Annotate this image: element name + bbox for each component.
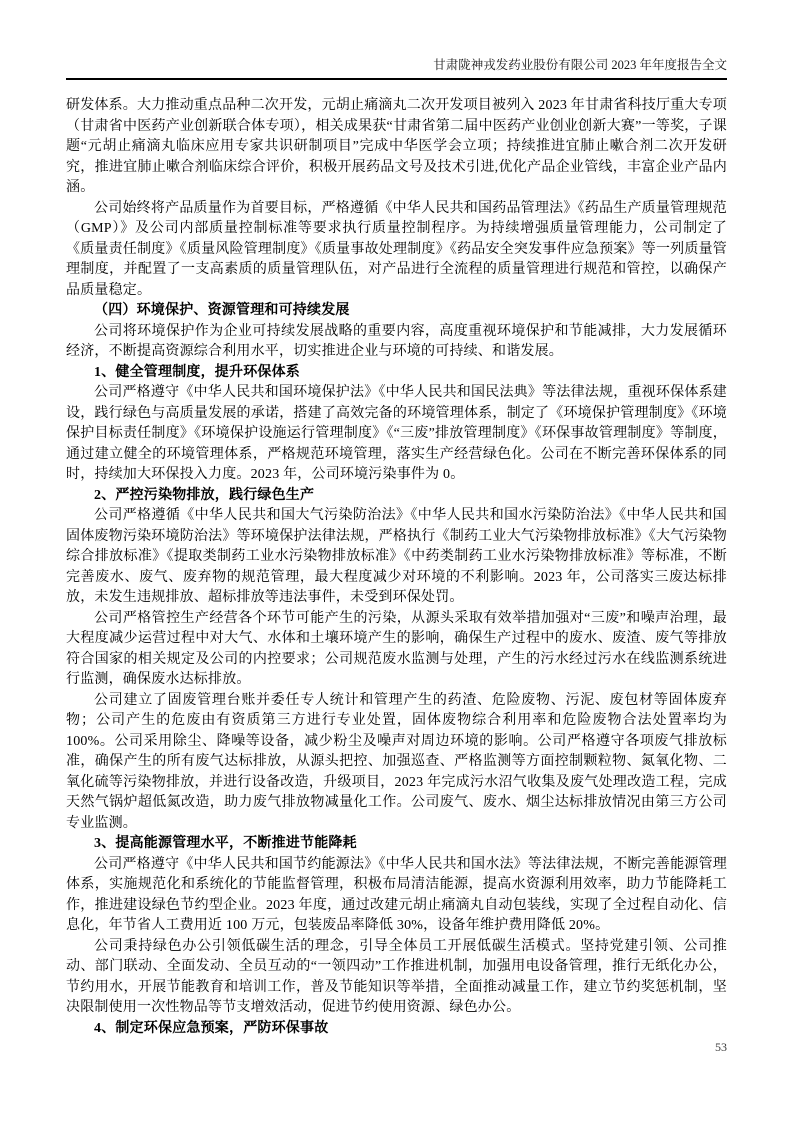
section-heading: 2、严控污染物排放，践行绿色生产: [94, 487, 315, 503]
page-number: 53: [715, 1040, 727, 1054]
document-body: [66, 96, 727, 1039]
paragraph: 公司始终将产品质量作为首要目标，严格遵循《中华人民共和国药品管理法》《药品生产质量管理规范（GMP）》及公司内部质量控制标准等要求执行质量控制程序。为持续增强质量管理能力，公司制定了《质量责任制度》《质量风险管理制度》《质量事故处理制度》《药品安全突发事件应急预案》等一列质量管理制度，并配置了一支高素质的质量管理队伍，对产品进行全流程的质量管理进行规范和管控，以确保产品质量稳定。: [66, 200, 727, 298]
report-header-title: 甘肃陇神戎发药业股份有限公司 2023 年年度报告全文: [433, 58, 727, 72]
paragraph: 研发体系。大力推动重点品种二次开发，元胡止痛滴丸二次开发项目被列入 2023 年甘肃省科技厅重大专项（甘肃省中医药产业创新联合体专项），相关成果获“甘肃省第二届中医药产业创业创新大赛”一等奖，子课题“元胡止痛滴丸临床应用专家共识研制项目”完成中华医学会立项；持续推进宜肺止嗽合剂二次开发研究，推进宜肺止嗽合剂临床综合评价，积极开展药品文号及技术引进,优化产品企业管线，丰富企业产品内涵。: [66, 98, 727, 195]
section-heading: 3、提高能源管理水平，不断推进节能降耗: [94, 836, 357, 851]
paragraph: 公司严格管控生产经营各个环节可能产生的污染，从源头采取有效举措加强对“三废”和噪声治理，最大程度减少运营过程中对大气、水体和土壤环境产生的影响，确保生产过程中的废水、废渣、废气等排放符合国家的相关规定及公司的内控要求；公司规范废水监测与处理，产生的污水经过污水在线监测系统进行监测，确保废水达标排放。: [66, 610, 727, 687]
paragraph: 公司秉持绿色办公引领低碳生活的理念，引导全体员工开展低碳生活模式。坚持党建引领、公司推动、部门联动、全面发动、全员互动的“一领四动”工作推进机制，加强用电设备管理，推行无纸化办公，节约用水，开展节能教育和培训工作，普及节能知识等举措，全面推动减量工作，建立节约奖惩机制，坚决限制使用一次性物品等节支增效活动，促进节约使用资源、绿色办公。: [66, 938, 727, 1015]
paragraph: 公司建立了固废管理台账并委任专人统计和管理产生的药渣、危险废物、污泥、废包材等固体废弃物；公司产生的危废由有资质第三方进行专业处置，固体废物综合利用率和危险废物合法处置率均为 100%。公司采用除尘、降噪等设备，减少粉尘及噪声对周边环境的影响。公司严格遵守各项废气排放标准，确保产生的所有废气达标排放，从源头把控、加强巡查、严格监测等方面控制颗粒物、氮氧化物、二氧化硫等污染物排放，并进行设备改造，升级项目，2023 年完成污水沼气收集及废气处理改造工程，完成天然气锅炉超低氮改造，助力废气排放物减量化工作。公司废气、废水、烟尘达标排放情况由第三方公司专业监测。: [66, 692, 727, 831]
paragraph: 公司严格遵守《中华人民共和国环境保护法》《中华人民共和国民法典》等法律法规，重视环保体系建设，践行绿色与高质量发展的承诺，搭建了高效完备的环境管理体系，制定了《环境保护管理制度》《环境保护目标责任制度》《环境保护设施运行管理制度》《“三废”排放管理制度》《环保事故管理制度》等制度，通过建立健全的环境管理体系，严格规范环境管理，落实生产经营绿色化。公司在不断完善环保体系的同时，持续加大环保投入力度。2023 年，公司环境污染事件为 0。: [66, 385, 727, 482]
paragraph: 公司将环境保护作为企业可持续发展战略的重要内容，高度重视环境保护和节能减排，大力发展循环经济，不断提高资源综合利用水平，切实推进企业与环境的可持续、和谐发展。: [66, 323, 727, 359]
section-heading: （四）环境保护、资源管理和可持续发展: [94, 303, 350, 318]
section-heading: 1、健全管理制度，提升环保体系: [94, 364, 300, 380]
section-heading: 4、制定环保应急预案，严防环保事故: [94, 1020, 329, 1036]
paragraph: 公司严格遵循《中华人民共和国大气污染防治法》《中华人民共和国水污染防治法》《中华人民共和国固体废物污染环境防治法》等环境保护法律法规，严格执行《制药工业大气污染物排放标准》《大气污染物综合排放标准》《提取类制药工业水污染物排放标准》《中药类制药工业水污染物排放标准》等标准，不断完善废水、废气、废弃物的规范管理，最大程度减少对环境的不利影响。2023 年，公司落实三废达标排放，未发生违规排放、超标排放等违法事件，未受到环保处罚。: [66, 508, 727, 605]
paragraph: 公司严格遵守《中华人民共和国节约能源法》《中华人民共和国水法》等法律法规，不断完善能源管理体系，实施规范化和系统化的节能监督管理，积极布局清洁能源，提高水资源利用效率，助力节能降耗工作，推进建设绿色节约型企业。2023 年度，通过改建元胡止痛滴丸自动包装线，实现了全过程自动化、信息化，年节省人工费用近 100 万元，包装废品率降低 30%，设备年维护费用降低 20%。: [66, 856, 727, 933]
header-divider: [66, 78, 727, 80]
